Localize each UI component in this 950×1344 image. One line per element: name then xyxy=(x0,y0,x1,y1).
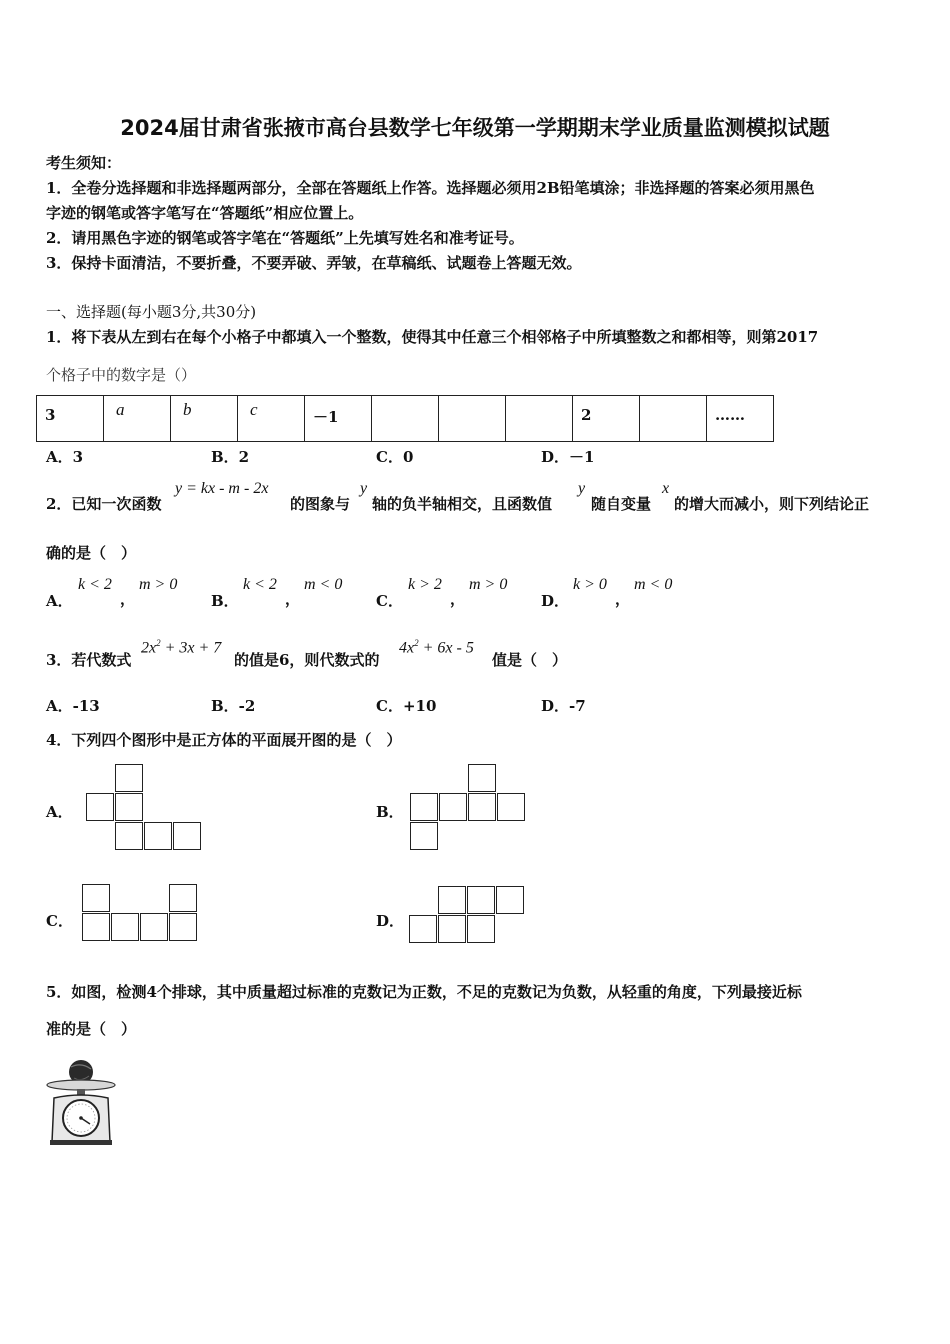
q4-label-b[interactable]: B． xyxy=(376,803,404,821)
grid-cell xyxy=(372,396,439,442)
q3-option-d[interactable]: D．-7 xyxy=(541,697,586,715)
q3-option-a[interactable]: A．-13 xyxy=(46,697,100,715)
q2-text-part5: 的增大而减小，则下列结论正 xyxy=(674,495,870,513)
q1-option-a[interactable]: A．3 xyxy=(46,448,84,466)
grid-cell: 3 xyxy=(37,396,104,442)
q3-option-b[interactable]: B．-2 xyxy=(211,697,256,715)
q2-text-part4: 随自变量 xyxy=(591,495,652,513)
q2-var-y: y xyxy=(360,480,368,497)
notice-item-3: 3．保持卡面清洁，不要折叠，不要弄破、弄皱，在草稿纸、试题卷上答题无效。 xyxy=(46,254,582,272)
q4-label-c[interactable]: C． xyxy=(46,912,73,930)
q3-expression-2: $4x^2 + 6x - 5$ xyxy=(399,638,474,657)
q2-text-cont: 确的是（ ） xyxy=(46,544,137,562)
grid-cell: b xyxy=(171,396,238,442)
q4-net-c[interactable] xyxy=(82,884,198,942)
q5-text: 5．如图，检测4个排球，其中质量超过标准的克数记为正数，不足的克数记为负数，从轻重的角度，下列最接近标 xyxy=(46,983,802,1001)
exam-title: 2024届甘肃省张掖市高台县数学七年级第一学期期末学业质量监测模拟试题 xyxy=(120,116,830,140)
q4-label-a[interactable]: A． xyxy=(46,803,73,821)
grid-cell: 2 xyxy=(573,396,640,442)
notice-item-1: 1．全卷分选择题和非选择题两部分，全部在答题纸上作答。选择题必须用2B铅笔填涂；非选择题的答案必须用黑色 xyxy=(46,179,815,197)
grid-cell: c xyxy=(238,396,305,442)
q1-option-c[interactable]: C．0 xyxy=(376,448,414,466)
q5-text-cont: 准的是（ ） xyxy=(46,1020,137,1038)
scale-with-ball-illustration xyxy=(44,1052,118,1148)
q1-text: 1．将下表从左到右在每个小格子中都填入一个整数，使得其中任意三个相邻格子中所填整数之和都相等，则第2017 xyxy=(46,328,819,346)
q1-number-grid xyxy=(36,395,774,442)
section-heading: 一、选择题(每小题3分,共30分) xyxy=(46,303,257,321)
q4-text: 4．下列四个图形中是正方体的平面展开图的是（ ） xyxy=(46,731,402,749)
q2-text-part1: 2．已知一次函数 xyxy=(46,495,162,513)
q1-text-cont: 个格子中的数字是（） xyxy=(46,366,197,384)
q3-option-c[interactable]: C．+10 xyxy=(376,697,437,715)
q4-net-a[interactable] xyxy=(86,764,202,850)
q4-net-b[interactable] xyxy=(410,764,526,850)
notice-item-2: 2．请用黑色字迹的钢笔或答字笔在“答题纸”上先填写姓名和准考证号。 xyxy=(46,229,524,247)
q2-function-expression: y = kx - m - 2x xyxy=(175,480,269,497)
grid-cell xyxy=(640,396,707,442)
q2-text-part3: 轴的负半轴相交，且函数值 xyxy=(372,495,553,513)
q2-text-part2: 的图象与 xyxy=(290,495,351,513)
grid-cell: …… xyxy=(707,396,774,442)
q3-expression-1: $2x^2 + 3x + 7$ xyxy=(141,638,222,657)
grid-cell xyxy=(506,396,573,442)
q4-label-d[interactable]: D． xyxy=(376,912,405,930)
q3-text-part2: 的值是6，则代数式的 xyxy=(234,651,380,669)
q4-net-d[interactable] xyxy=(409,886,525,944)
grid-cell: a xyxy=(104,396,171,442)
q3-text-part1: 3．若代数式 xyxy=(46,651,132,669)
exam-page: 2024届甘肃省张掖市高台县数学七年级第一学期期末学业质量监测模拟试题 考生须知： 1．全卷分选择题和非选择题两部分，全部在答题纸上作答。选择题必须用2B铅笔填涂；非选择题的答案必须用黑色 字迹的钢笔或答字笔写在“答题纸”相应位置上。 2．请用黑色字迹的钢笔或答字笔在“答题纸”上先填写姓名和准考证号。 3．保持卡面清洁，不要折叠，不要弄破、弄皱，在草稿纸、试题卷上答题无效。 一、选择题(每小题3分,共30分) 1．将下表从左到右在每个小格子中都填入一个整数，使得其中任意三个相邻格子中所填整数之和都相等，则第2017 个格子中的数字是（） 3 a b c －1 2 …… A．3 B．2 C．0 D．－1 2．已知一次函数 y = kx - m - 2x 的图象与 y 轴的负半轴相交，且函数值 y 随自变量 x 的增大而减小，则下列结论正 确的是（ ） A． k < 2 ， m > 0 B． k < 2 ， m < 0 C． k > 2 ， m > 0 D． k > 0 ， m < 0 3．若代数式 $2x^2 + 3x + 7$ 的值是6，则代数式的 $4x^2 + 6x - 5$ 值是（ ） A．-13 B．-2 C．+10 D．-7 4．下列四个图形中是正方体的平面展开图的是（ ） A． B． C． D． 5．如图，检测4个排球，其中质量超过标准的克数记为正数，不足的克数记为负数，从轻重的角度，下列最接近标 准的是（ ） xyxy=(0,0,950,1344)
q2-var-x: x xyxy=(662,480,670,497)
notice-heading: 考生须知： xyxy=(46,154,122,172)
q2-var-y2: y xyxy=(578,480,586,497)
grid-cell: －1 xyxy=(305,396,372,442)
grid-cell xyxy=(439,396,506,442)
q1-option-b[interactable]: B．2 xyxy=(211,448,250,466)
q3-text-part3: 值是（ ） xyxy=(492,651,568,669)
q1-option-d[interactable]: D．－1 xyxy=(541,448,595,466)
notice-item-1-cont: 字迹的钢笔或答字笔写在“答题纸”相应位置上。 xyxy=(46,204,364,222)
